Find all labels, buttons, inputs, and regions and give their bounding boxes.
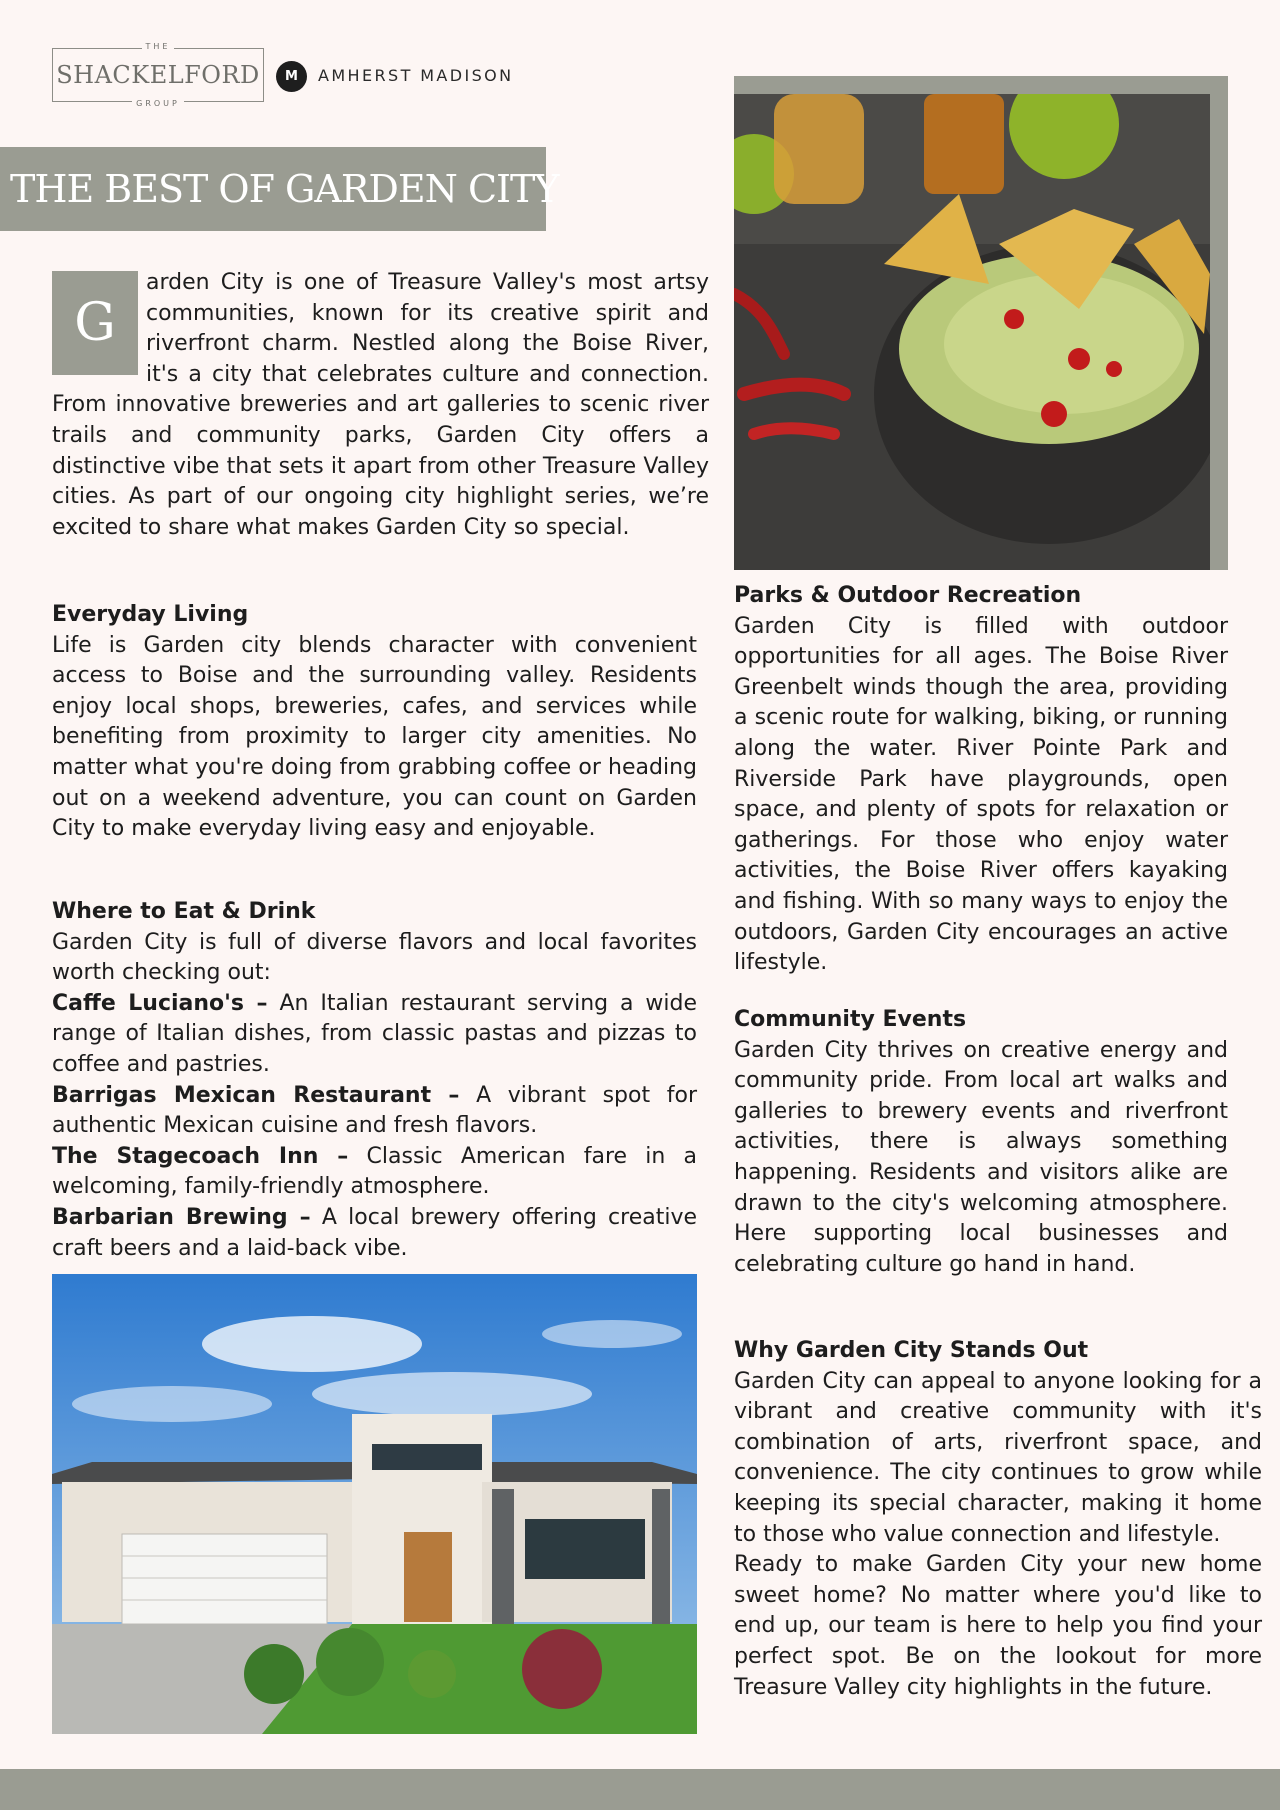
eat-drink-intro: Garden City is full of diverse flavors and local favorites worth checking out: [52, 929, 697, 986]
restaurant-item: Barbarian Brewing – A local brewery offering creative craft beers and a laid-back vibe. [52, 1204, 697, 1261]
restaurant-item: Caffe Luciano's – An Italian restaurant serving a wide range of Italian dishes, from classic pastas and pizzas to coffee and pastries. [52, 990, 697, 1077]
guacamole-photo [734, 94, 1210, 570]
everyday-living-section [52, 600, 697, 845]
parks-section [734, 581, 1228, 979]
why-garden-city-heading: Why Garden City Stands Out [734, 1338, 1089, 1363]
amherst-madison-logo-icon: M [276, 61, 307, 92]
community-events-section [734, 1005, 1228, 1280]
eat-drink-heading: Where to Eat & Drink [52, 899, 316, 924]
intro-paragraph [52, 268, 709, 543]
everyday-living-body: Life is Garden city blends character with convenient access to Boise and the surrounding valley. Residents enjoy local shops, breweries, cafes, and services while benefiting from proximity to larger city amenities. No matter what you're doing from grabbing coffee or heading out on a weekend adventure, you can count on Garden City to make everyday living easy and enjoyable. [52, 632, 697, 842]
closing-paragraph: Ready to make Garden City your new home sweet home? No matter where you'd like to end up, our team is here to help you find your perfect spot. Be on the lookout for more Treasure Valley city highlights in the future. [734, 1552, 1262, 1700]
shackelford-name: SHACKELFORD [56, 61, 260, 89]
title-banner [0, 147, 559, 231]
footer-band [0, 1769, 1280, 1810]
parks-body: Garden City is filled with outdoor opportunities for all ages. The Boise River Greenbelt winds though the area, providing a scenic route for walking, biking, or running along the water. River Pointe Park and Riverside Park have playgrounds, open space, and plenty of spots for relaxation or gatherings. For those who enjoy water activities, the Boise River offers kayaking and fishing. With so many ways to enjoy the outdoors, Garden City encourages an active lifestyle. [734, 613, 1228, 976]
intro-text: arden City is one of Treasure Valley's most artsy communities, known for its creative spirit and riverfront charm. Nestled along the Boise River, it's a city that celebrates culture and connection. From innovative breweries and art galleries to scenic river trails and community parks, Garden City offers a distinctive vibe that sets it apart from other Treasure Valley cities. As part of our ongoing city highlight series, we’re excited to share what makes Garden City so special. [52, 270, 709, 540]
everyday-living-heading: Everyday Living [52, 602, 249, 627]
parks-heading: Parks & Outdoor Recreation [734, 583, 1082, 608]
drop-cap: G [52, 271, 138, 375]
community-events-body: Garden City thrives on creative energy and community pride. From local art walks and galleries to brewery events and riverfront activities, there is always something happening. Residents and visitors alike are drawn to the city's welcoming atmosphere. Here supporting local businesses and celebrating culture go hand in hand. [734, 1037, 1228, 1277]
why-garden-city-section [734, 1336, 1262, 1703]
shackelford-group: GROUP [132, 99, 184, 108]
page-title: THE BEST OF GARDEN CITY [10, 167, 559, 211]
shackelford-the: THE [142, 42, 175, 51]
restaurant-item: The Stagecoach Inn – Classic American fare in a welcoming, family-friendly atmosphere. [52, 1143, 697, 1200]
house-photo [52, 1274, 697, 1734]
shackelford-logo [52, 42, 264, 108]
why-garden-city-body: Garden City can appeal to anyone looking for a vibrant and creative community with it's combination of arts, riverfront space, and convenience. The city continues to grow while keeping its special character, making it home to those who value connection and lifestyle. [734, 1368, 1262, 1547]
restaurant-item: Barrigas Mexican Restaurant – A vibrant spot for authentic Mexican cuisine and fresh flavors. [52, 1082, 697, 1139]
community-events-heading: Community Events [734, 1007, 967, 1032]
amherst-madison-name: AMHERST MADISON [318, 66, 514, 85]
eat-drink-section [52, 897, 697, 1264]
